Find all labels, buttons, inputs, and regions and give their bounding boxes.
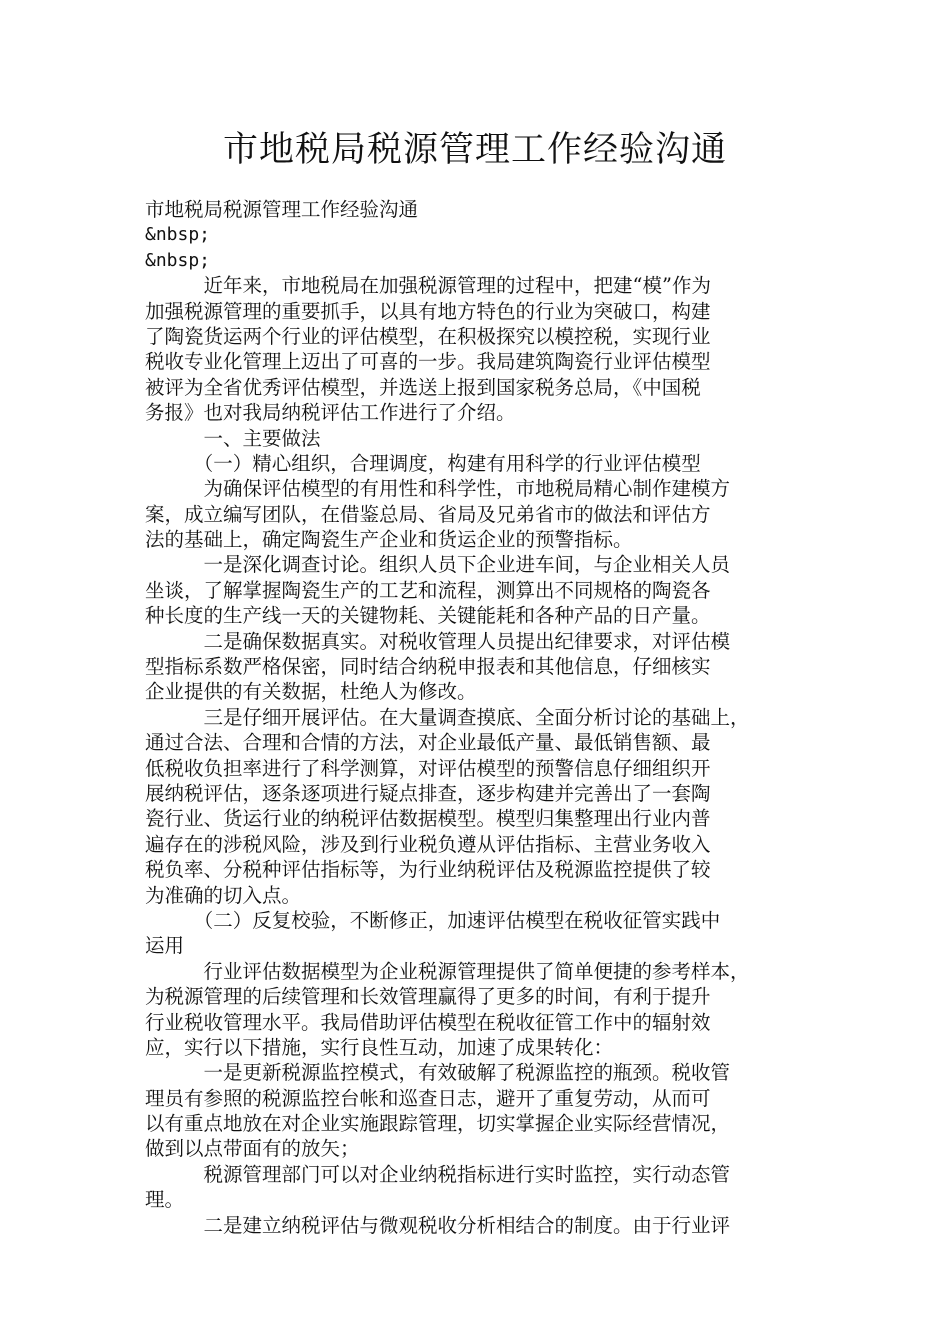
text-line: 瓷行业、货运行业的纳税评估数据模型。模型归集整理出行业内普 — [145, 807, 711, 831]
text-line: 三是仔细开展评估。在大量调查摸底、全面分析讨论的基础上， — [145, 705, 750, 729]
text-line: 为确保评估模型的有用性和科学性，市地税局精心制作建模方 — [145, 477, 731, 501]
text-line: &nbsp; — [145, 224, 211, 246]
text-line: 市地税局税源管理工作经验沟通 — [145, 198, 419, 221]
text-line: 应，实行以下措施，实行良性互动，加速了成果转化： — [145, 1035, 614, 1059]
text-line: 二是确保数据真实。对税收管理人员提出纪律要求，对评估模 — [145, 629, 731, 653]
text-line: 加强税源管理的重要抓手，以具有地方特色的行业为突破口，构建 — [145, 299, 711, 323]
text-line: 税收专业化管理上迈出了可喜的一步。我局建筑陶瓷行业评估模型 — [145, 350, 711, 374]
text-line: 法的基础上，确定陶瓷生产企业和货运企业的预警指标。 — [145, 528, 633, 552]
text-line: （二）反复校验，不断修正，加速评估模型在税收征管实践中 — [145, 908, 721, 932]
text-line: （一）精心组织，合理调度，构建有用科学的行业评估模型 — [145, 451, 701, 475]
text-line: 低税收负担率进行了科学测算，对评估模型的预警信息仔细组织开 — [145, 756, 711, 780]
text-line: 税负率、分税种评估指标等，为行业纳税评估及税源监控提供了较 — [145, 858, 711, 882]
text-line: 遍存在的涉税风险，涉及到行业税负遵从评估指标、主营业务收入 — [145, 832, 711, 856]
text-line: &nbsp; — [145, 249, 211, 271]
text-line: 为准确的切入点。 — [145, 883, 302, 907]
text-line: 近年来，市地税局在加强税源管理的过程中，把建“模”作为 — [145, 274, 711, 298]
text-line: 被评为全省优秀评估模型，并选送上报到国家税务总局，《中国税 — [145, 375, 701, 399]
text-line: 理。 — [145, 1188, 185, 1212]
text-line: 理员有参照的税源监控台帐和巡查日志，避开了重复劳动，从而可 — [145, 1086, 711, 1110]
text-line: 种长度的生产线一天的关键物耗、关键能耗和各种产品的日产量。 — [145, 604, 711, 628]
text-line: 做到以点带面有的放矢； — [145, 1137, 360, 1161]
text-line: 务报》也对我局纳税评估工作进行了介绍。 — [145, 401, 516, 425]
document-body — [145, 197, 810, 1238]
text-line: 运用 — [145, 934, 185, 958]
text-line: 展纳税评估，逐条逐项进行疑点排查，逐步构建并完善出了一套陶 — [145, 781, 711, 805]
text-line: 一是深化调查讨论。组织人员下企业进车间，与企业相关人员 — [145, 553, 731, 577]
text-line: 为税源管理的后续管理和长效管理赢得了更多的时间，有利于提升 — [145, 985, 711, 1009]
text-line: 以有重点地放在对企业实施跟踪管理，切实掌握企业实际经营情况， — [145, 1112, 731, 1136]
text-line: 税源管理部门可以对企业纳税指标进行实时监控，实行动态管 — [145, 1162, 731, 1186]
text-line: 企业提供的有关数据，杜绝人为修改。 — [145, 680, 477, 704]
text-line: 了陶瓷货运两个行业的评估模型，在积极探究以模控税，实现行业 — [145, 324, 711, 348]
text-line: 案，成立编写团队，在借鉴总局、省局及兄弟省市的做法和评估方 — [145, 502, 711, 526]
text-line: 一是更新税源监控模式，有效破解了税源监控的瓶颈。税收管 — [145, 1061, 731, 1085]
text-line: 型指标系数严格保密，同时结合纳税申报表和其他信息，仔细核实 — [145, 655, 711, 679]
text-line: 二是建立纳税评估与微观税收分析相结合的制度。由于行业评 — [145, 1213, 731, 1237]
text-line: 坐谈，了解掌握陶瓷生产的工艺和流程，测算出不同规格的陶瓷各 — [145, 578, 711, 602]
text-line: 行业评估数据模型为企业税源管理提供了简单便捷的参考样本， — [145, 959, 750, 983]
text-line: 通过合法、合理和合情的方法，对企业最低产量、最低销售额、最 — [145, 731, 711, 755]
text-line: 一、主要做法 — [145, 426, 321, 450]
document-title: 市地税局税源管理工作经验沟通 — [222, 130, 727, 170]
text-line: 行业税收管理水平。我局借助评估模型在税收征管工作中的辐射效 — [145, 1010, 711, 1034]
